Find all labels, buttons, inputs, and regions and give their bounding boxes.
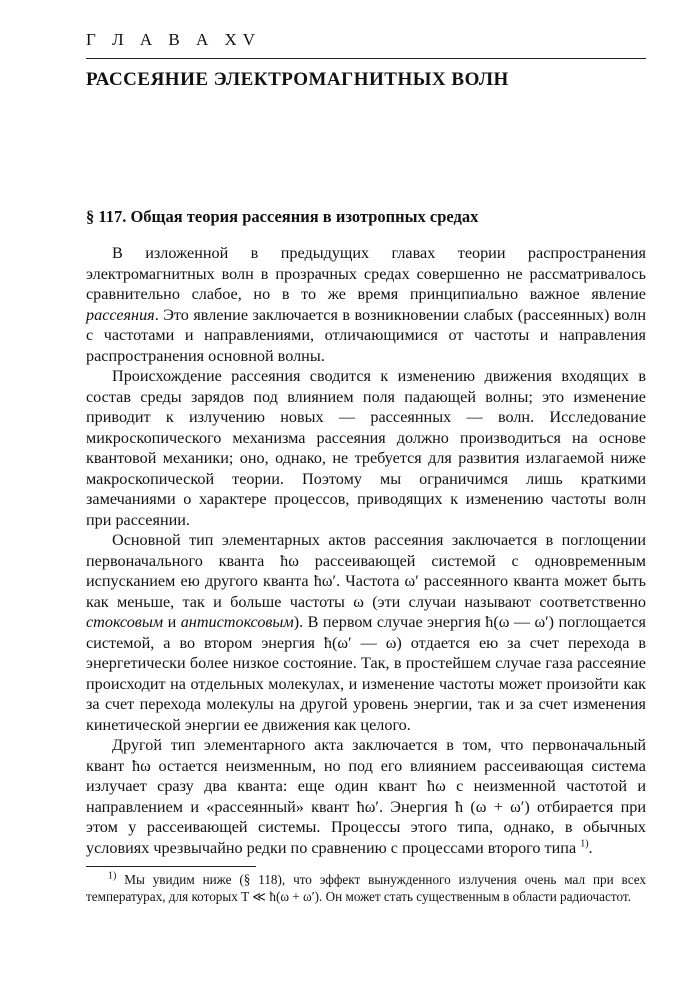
paragraph-1-text-a: В изложенной в предыдущих главах теории распространения электромагнитных волн в прозрачных средах совершенно не рассматривалось сравнительно слабое, но в то же время принципиально важное явление bbox=[86, 244, 646, 303]
footnote-reference[interactable]: 1) bbox=[580, 838, 589, 850]
paragraph-2: Происхождение рассеяния сводится к изменению движения входящих в состав среды зарядов под влиянием поля падающей волны; это изменение приводит к излучению новых — рассеянных — волн. Исследование микроскопического механизма рассеяния должно производиться на основе квантовой механики; оно, однако, не требуется для развития излагаемой ниже макроскопической теории. Поэтому мы ограничимся лишь краткими замечаниями о характере процессов, приводящих к изменению частоты волн при рассеянии. bbox=[86, 367, 646, 529]
paragraph-4-text: Другой тип элементарного акта заключается в том, что первоначальный квант ħω остается неизменным, но под его влиянием рассеивающая система излучает сразу два кванта: еще один квант ħω с неизменной частотой и направлением и «рассеянный» квант ħω′. Энергия ħ (ω + ω′) отбирается при этом у рассеивающей системы. Процессы этого типа, однако, в обычных условиях чрезвычайно редки по сравнению с процессами второго типа bbox=[86, 736, 646, 857]
paragraph-3-text-a: Основной тип элементарных актов рассеяния заключается в поглощении первоначального кванта ħω рассеивающей системой с одновременным испусканием ею другого кванта ħω′. Частота ω′ рассеянного кванта может быть как меньше, так и больше частоты ω (эти случаи называют соответственно bbox=[86, 531, 646, 611]
footnote-text: Мы увидим ниже (§ 118), что эффект вынужденного излучения очень мал при всех температурах, для которых T ≪ ħ(ω + ω′). Он может стать существенным в области радиочастот. bbox=[86, 872, 646, 904]
book-page bbox=[86, 28, 646, 905]
paragraph-3-text-c: и bbox=[163, 613, 181, 631]
paragraph-1-text-c: . Это явление заключается в возникновении слабых (рассеянных) волн с частотами и направлениями, отличающимися от частоты и направления распространения основной волны. bbox=[86, 305, 646, 365]
term-antistokes: антистоксовым bbox=[180, 613, 294, 631]
footnote-mark: 1) bbox=[108, 870, 117, 882]
chapter-label: Г Л А В А XV bbox=[86, 30, 262, 49]
term-scattering: рассеяния bbox=[86, 305, 155, 324]
paragraph-3-text-e: ). В первом случае энергия ħ(ω — ω′) поглощается системой, а во втором энергия ħ(ω′ — ω) отдается ею за счет перехода в энергетически более низкое состояние. Так, в простейшем случае газа рассеяние происходит на отдельных молекулах, и изменение частоты может произойти как за счет перехода молекулы на другой уровень энергии, так и за счет изменения кинетической энергии ее движения как целого. bbox=[86, 613, 646, 734]
section-title: § 117. Общая теория рассеяния в изотропных средах bbox=[86, 207, 479, 226]
footnote bbox=[86, 871, 646, 905]
paragraph-1 bbox=[86, 243, 646, 366]
footnote-rule bbox=[86, 866, 256, 867]
paragraph-4 bbox=[86, 735, 646, 858]
term-stokes: стоксовым bbox=[86, 613, 164, 631]
paragraph-4-end: . bbox=[588, 838, 593, 857]
chapter-title: РАССЕЯНИЕ ЭЛЕКТРОМАГНИТНЫХ ВОЛН bbox=[86, 69, 509, 90]
paragraph-3 bbox=[86, 530, 646, 735]
chapter-rule bbox=[86, 58, 646, 59]
